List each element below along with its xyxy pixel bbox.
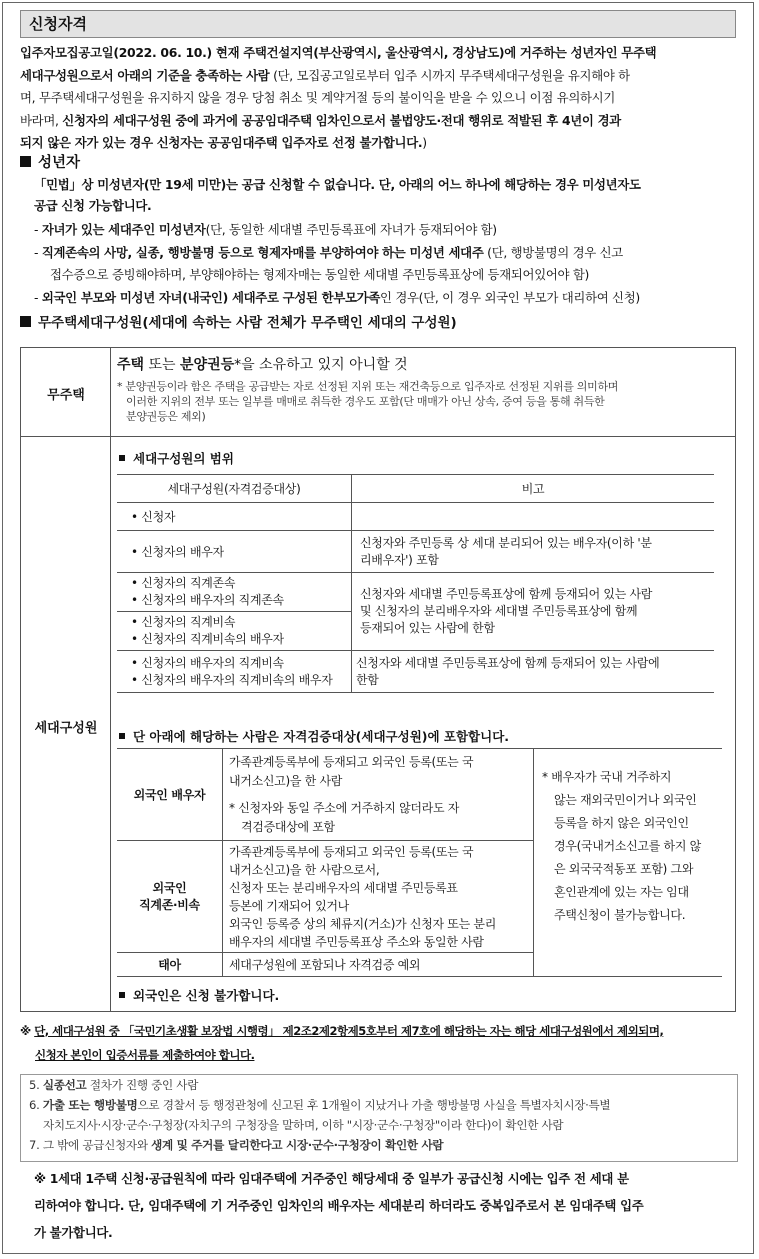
column-header: 비고 xyxy=(521,482,545,496)
table-cell: 세대구성원에 포함되나 자격검증 예외 xyxy=(223,953,534,977)
adult-heading-text: 성년자 xyxy=(38,155,81,171)
square-bullet-icon xyxy=(119,455,125,461)
no-house-label: 무주택 xyxy=(47,388,85,403)
cell-line: • 신청자의 배우자의 직계비속의 배우자 xyxy=(131,672,333,687)
no-house-text: *을 소유하고 있지 아니할 것 xyxy=(234,357,408,373)
household-heading xyxy=(20,311,457,331)
no-house-label-cell xyxy=(21,348,111,436)
intro-line xyxy=(20,42,738,65)
cell-line: 신청자와 주민등록 상 세대 분리되어 있는 배우자(이하 '분 xyxy=(360,535,652,550)
no-house-text: 주택 xyxy=(117,357,145,373)
note-item xyxy=(29,1077,198,1093)
cell-line: 혼인관계에 있는 자는 임대 xyxy=(554,885,689,899)
intro-text: 며, 무주택세대구성원을 유지하지 않을 경우 당첨 취소 및 계약거절 등의 불이익을 받을 수 있으니 이점 유의하시기 xyxy=(20,90,616,106)
cell-line: 신청자 또는 분리배우자의 세대별 주민등록표 xyxy=(229,880,458,895)
cell-line: 신청자와 세대별 주민등록표상에 함께 등재되어 있는 사람에 xyxy=(356,655,660,670)
table-cell xyxy=(352,573,715,651)
foreigner-note xyxy=(119,986,279,1004)
cell-line: 신청자와 세대별 주민등록표상에 함께 등재되어 있는 사람 xyxy=(360,587,653,601)
cell-line: 직계존·비속 xyxy=(139,897,200,912)
table-row xyxy=(117,503,714,531)
table-cell xyxy=(117,651,352,693)
list-text: (단, 동일한 세대별 주민등록표에 자녀가 등재되어야 함) xyxy=(205,222,497,237)
table-row xyxy=(117,749,722,841)
scope-heading-text: 세대구성원의 범위 xyxy=(133,451,234,466)
cell-line: 배우자의 세대별 주민등록표상 주소와 동일한 사람 xyxy=(229,934,484,949)
intro-paragraph xyxy=(20,42,738,155)
footer-line: 리하여야 합니다. 단, 임대주택에 기 거주중인 임차인의 배우자는 세대분리 하더라도 중복입주로서 본 임대주택 입주 xyxy=(34,1198,644,1213)
footer-line: ※ 1세대 1주택 신청·공급원칙에 따라 임대주택에 거주중인 해당세대 중 일부가 공급신청 시에는 입주 전 세대 분 xyxy=(34,1171,629,1186)
exclusion-line xyxy=(20,1019,742,1043)
intro-text: ) xyxy=(422,135,427,151)
fetus-label: 태아 xyxy=(117,953,223,977)
no-house-text: 분양권등 xyxy=(180,357,235,373)
exclusion-text: 신청자 본인이 입증서류를 제출하여야 합니다. xyxy=(35,1048,255,1062)
cell-line: 내거소신고)을 한 사람으로서, xyxy=(229,862,380,877)
table-cell: • 신청자의 배우자 xyxy=(117,531,352,573)
intro-line xyxy=(20,132,738,155)
cell-line: 경우(국내거소신고를 하지 않 xyxy=(554,839,701,853)
footer-line: 가 불가합니다. xyxy=(34,1225,113,1240)
cell-line: • 신청자의 직계비속 xyxy=(131,615,236,629)
table-cell xyxy=(117,612,352,651)
footer-note xyxy=(34,1165,740,1246)
square-bullet-icon xyxy=(119,733,125,739)
note-item-cont xyxy=(43,1117,563,1133)
adult-paragraph xyxy=(34,175,641,193)
eligibility-table xyxy=(20,347,736,1012)
note-item xyxy=(29,1137,443,1153)
note-text: 5. xyxy=(29,1078,43,1092)
cell-line: • 신청자의 배우자의 직계존속 xyxy=(131,593,284,607)
intro-line xyxy=(20,65,738,88)
square-bullet-icon xyxy=(20,316,31,327)
divider xyxy=(21,436,735,437)
table-cell xyxy=(223,749,534,841)
table-cell: • 신청자 xyxy=(117,503,352,531)
foreign-spouse-label: 외국인 배우자 xyxy=(117,749,223,841)
table-row xyxy=(117,531,714,573)
intro-text: 되지 않은 자가 있는 경우 신청자는 공공임대주택 입주자로 선정 불가합니다. xyxy=(20,135,423,151)
household-heading-text: 무주택세대구성원(세대에 속하는 사람 전체가 무주택인 세대의 구성원) xyxy=(38,315,457,331)
table-cell xyxy=(117,573,352,612)
table-cell xyxy=(223,841,534,953)
include-table xyxy=(117,748,722,977)
section-title xyxy=(20,10,736,38)
no-house-condition xyxy=(117,354,408,374)
table-row xyxy=(117,651,714,693)
square-bullet-icon xyxy=(119,992,125,998)
exclusion-text: 단, 세대구성원 중 「국민기초생활 보장법 시행령」 제2조2제2항제5호부터 제7호에 해당하는 자는 해당 세대구성원에서 제외되며, xyxy=(34,1024,664,1038)
members-label: 세대구성원 xyxy=(34,721,98,736)
table-cell xyxy=(352,503,715,531)
members-label-cell xyxy=(21,437,111,1011)
note-item xyxy=(29,1097,610,1113)
note-text: 7. 그 밖에 공급신청자와 xyxy=(29,1138,152,1152)
include-heading-text: 단 아래에 해당하는 사람은 자격검증대상(세대구성원)에 포함합니다. xyxy=(133,729,510,744)
scope-heading xyxy=(119,449,234,467)
cell-line: 주택신청이 불가능합니다. xyxy=(554,908,686,922)
exclusion-line xyxy=(20,1043,742,1067)
intro-text: (단, 모집공고일로부터 입주 시까지 무주택세대구성원을 유지해야 하 xyxy=(269,67,630,83)
list-text: 인 경우(단, 이 경우 외국인 부모가 대리하여 신청) xyxy=(380,290,640,305)
include-heading xyxy=(119,727,509,745)
cell-line: 은 외국국적동포 포함) 그와 xyxy=(554,862,694,876)
cell-line: 리배우자') 포함 xyxy=(360,552,439,567)
table-row xyxy=(117,573,714,612)
list-text: 직계존속의 사망, 실종, 행방불명 등으로 형제자매를 부양하여야 하는 미성년 세대주 xyxy=(41,245,484,260)
cell-line: * 배우자가 국내 거주하지 xyxy=(542,770,672,784)
cell-line: 외국인 등록증 상의 체류지(거소)가 신청자 또는 분리 xyxy=(229,916,496,931)
cell-line: 등재되어 있는 사람에 한함 xyxy=(360,621,495,635)
foreign-family-label xyxy=(117,841,223,953)
list-text: 자녀가 있는 세대주인 미성년자 xyxy=(41,222,206,237)
cell-line: 가족관계등록부에 등재되고 외국인 등록(또는 국 xyxy=(229,844,474,859)
side-note-cell xyxy=(534,749,723,977)
section-title-text: 신청자격 xyxy=(29,15,87,33)
cell-line: 않는 재외국민이거나 외국인 xyxy=(554,793,697,807)
adult-list-item: - 직계존속의 사망, 실종, 행방불명 등으로 형제자매를 부양하여야 하는 미성년 세대주 (단, 행방불명의 경우 신고 xyxy=(34,245,623,260)
no-house-note-line: 분양권등은 제외) xyxy=(126,410,206,423)
adult-paragraph xyxy=(34,196,151,214)
table-header-row xyxy=(117,475,714,503)
no-house-note-line: 이러한 지위의 전부 또는 일부를 매매로 취득한 경우도 포함(단 매매가 아닌 상속, 증여 등을 통해 취득한 xyxy=(126,395,605,408)
note-text: 으로 경찰서 등 행정관청에 신고된 후 1개월이 지났거나 가출 행방불명 사실을 특별자치시장·특별 xyxy=(137,1098,611,1112)
cell-line: 내거소신고)을 한 사람 xyxy=(229,773,343,788)
adult-list-item-cont xyxy=(50,265,589,283)
intro-text: 세대구성원으로서 아래의 기준을 충족하는 사람 xyxy=(20,67,270,83)
adult-text: 「민법」상 미성년자(만 19세 미만)는 공급 신청할 수 없습니다. 단, 아래의 어느 하나에 해당하는 경우 미성년자도 xyxy=(34,177,641,192)
intro-line xyxy=(20,87,738,110)
cell-line: • 신청자의 직계존속 xyxy=(131,576,236,590)
note-text: 실종선고 xyxy=(42,1078,87,1092)
no-house-note xyxy=(117,379,618,424)
square-bullet-icon xyxy=(20,156,31,167)
adult-list-item: - 자녀가 있는 세대주인 미성년자(단, 동일한 세대별 주민등록표에 자녀가 등재되어야 함) xyxy=(34,222,497,237)
cell-line: 등본에 기재되어 있거나 xyxy=(229,898,349,913)
list-text: 외국인 부모와 미성년 자녀(내국인) 세대주로 구성된 한부모가족 xyxy=(41,290,381,305)
note-text: 절차가 진행 중인 사람 xyxy=(86,1078,199,1092)
adult-text: 공급 신청 가능합니다. xyxy=(34,198,152,213)
exclusion-note xyxy=(20,1019,742,1067)
cell-line: 가족관계등록부에 등재되고 외국인 등록(또는 국 xyxy=(229,754,474,769)
note-text: 가출 또는 행방불명 xyxy=(42,1098,138,1112)
scope-table xyxy=(117,474,714,693)
cell-line: 격검증대상에 포함 xyxy=(241,819,335,834)
list-text: (단, 행방불명의 경우 신고 xyxy=(483,245,623,260)
cell-line: 외국인 xyxy=(152,880,187,895)
cell-line: 한함 xyxy=(356,672,379,687)
cell-line: • 신청자의 직계비속의 배우자 xyxy=(131,632,284,646)
notes-box xyxy=(20,1074,738,1162)
cell-line: 및 신청자의 분리배우자와 세대별 주민등록표상에 함께 xyxy=(360,604,638,618)
cell-line: 등록을 하지 않은 외국인인 xyxy=(554,816,689,830)
adult-list-item: - 외국인 부모와 미성년 자녀(내국인) 세대주로 구성된 한부모가족인 경우(단, 이 경우 외국인 부모가 대리하여 신청) xyxy=(34,290,640,305)
cell-line: * 신청자와 동일 주소에 거주하지 않더라도 자 xyxy=(229,800,460,815)
exclusion-mark: ※ xyxy=(20,1024,35,1038)
intro-text: 신청자의 세대구성원 중에 과거에 공공임대주택 임차인으로서 불법양도·전대 행위로 적발된 후 4년이 경과 xyxy=(62,112,621,128)
intro-text: 바라며, xyxy=(20,112,63,128)
cell-line: • 신청자의 배우자의 직계비속 xyxy=(131,655,284,670)
intro-text: 입주자모집공고일(2022. 06. 10.) 현재 주택건설지역(부산광역시, 울산광역시, 경상남도)에 거주하는 성년자인 무주택 xyxy=(20,45,657,60)
foreigner-note-text: 외국인은 신청 불가합니다. xyxy=(133,988,280,1003)
note-text: 생계 및 주거를 달리한다고 시장·군수·구청장이 확인한 사람 xyxy=(151,1138,444,1152)
table-cell xyxy=(352,531,715,573)
list-text: 접수증으로 증빙해야하며, 부양해야하는 형제자매는 동일한 세대별 주민등록표상에 등재되어있어야 함) xyxy=(50,267,590,282)
adult-heading xyxy=(20,151,80,172)
no-house-text: 또는 xyxy=(144,357,181,373)
table-cell xyxy=(352,651,715,693)
note-text: 자치도지사·시장·군수·구청장(자치구의 구청장을 말하며, 이하 "시장·군수·구청장"이라 한다)이 확인한 사람 xyxy=(43,1118,564,1132)
column-header: 세대구성원(자격검증대상) xyxy=(117,475,352,503)
intro-line xyxy=(20,110,738,133)
note-text: 6. xyxy=(29,1098,43,1112)
no-house-note-line: * 분양권등이라 함은 주택을 공급받는 자로 선정된 지위 또는 재건축등으로 입주자로 선정된 지위를 의미하며 xyxy=(117,380,619,393)
